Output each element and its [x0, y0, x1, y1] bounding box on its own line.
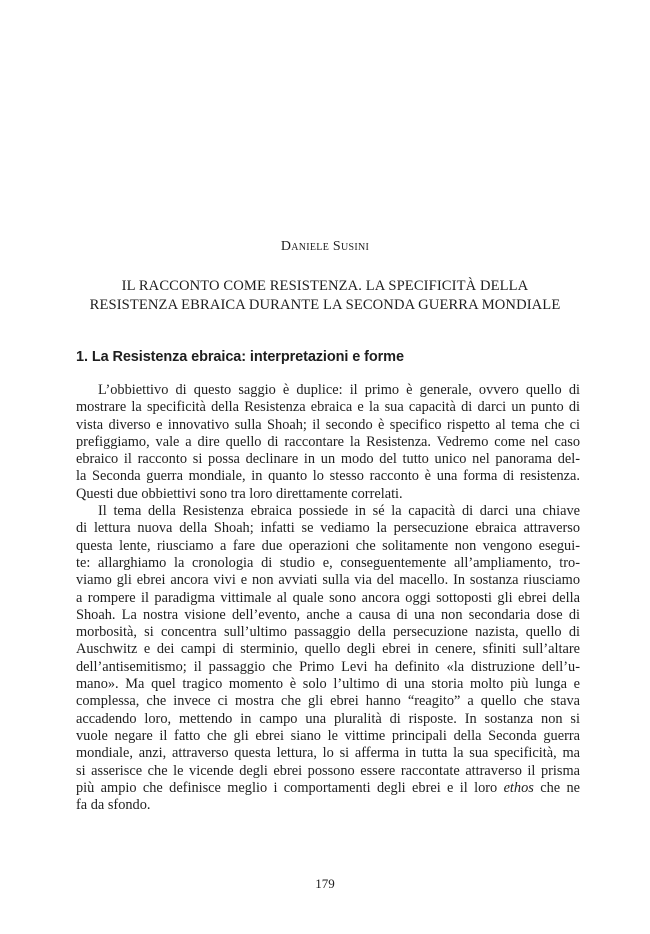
- chapter-title-line-1: IL RACCONTO COME RESISTENZA. LA SPECIFICITÀ DELLA: [121, 278, 529, 294]
- text-after-italic: che ne: [533, 779, 580, 796]
- paragraph-2-line: dell’antisemitismo; il passaggio che Primo Levi ha definito «la distruzione dell’u-: [76, 658, 580, 675]
- paragraph-1-line: vista diverso e innovativo sulla Shoah; il secondo è specifico rispetto al tema che ci: [76, 416, 580, 433]
- author-name: Daniele Susini: [280, 239, 370, 254]
- paragraph-1-line: ebraico il racconto si possa declinare in un modo del tutto unico nel panorama del-: [76, 451, 580, 468]
- paragraph-2-line: te: allarghiamo la cronologia di studio e, conseguentemente all’ampliamento, tro-: [76, 554, 580, 571]
- paragraph-2-line: Auschwitz e dei campi di sterminio, quello degli ebrei in cenere, sfiniti sull’altare: [76, 641, 580, 658]
- paragraph-2-line: a rompere il paradigma vittimale al quale sono ancora oggi sottoposti gli ebrei della: [76, 589, 580, 606]
- section-heading: 1. La Resistenza ebraica: interpretazioni e forme: [76, 349, 404, 365]
- paragraph-1-line: Questi due obbiettivi sono tra loro direttamente correlati.: [76, 485, 403, 502]
- body-text: [76, 382, 580, 814]
- paragraph-1-line: L’obbiettivo di questo saggio è duplice: il primo è generale, ovvero quello di: [98, 382, 580, 398]
- paragraph-2-line: accadendo loro, mettendo in campo una pluralità di risposte. In sostanza non si: [76, 710, 580, 727]
- paragraph-2-line: di lettura nuova della Shoah; infatti se vediamo la persecuzione ebraica attraverso: [76, 520, 580, 537]
- paragraph-2-line: si asserisce che le vicende degli ebrei possono essere raccontate attraverso il prisma: [76, 762, 580, 779]
- paragraph-2-line: Shoah. La nostra visione dell’evento, anche a causa di una non secondaria dose di: [76, 606, 580, 623]
- paragraph-2-line: vuole negare il fatto che gli ebrei siano le vittime principali della Seconda guerra: [76, 727, 580, 744]
- paragraph-2-final-line: fa da sfondo.: [76, 797, 151, 814]
- paragraph-2-line-with-italic: [76, 780, 580, 797]
- paragraph-2-line: viamo gli ebrei ancora vivi e non avviati sulla via del macello. In sostanza riusciamo: [76, 572, 580, 589]
- paragraph-2-line: Il tema della Resistenza ebraica possiede in sé la capacità di darci una chiave: [98, 503, 580, 520]
- chapter-title-line-2: RESISTENZA EBRAICA DURANTE LA SECONDA GUERRA MONDIALE: [89, 297, 561, 313]
- paragraph-1-line: mostrare la specificità della Resistenza ebraica e la sua capacità di darci un punto di: [76, 399, 580, 416]
- paragraph-2-line: mondiale, anzi, attraverso questa lettura, lo si afferma in tutta la sua specificità, ma: [76, 745, 580, 762]
- page-number: 179: [315, 876, 335, 891]
- paragraph-1-line: la Seconda guerra mondiale, in quanto lo stesso racconto è una forma di resistenza.: [76, 468, 580, 485]
- paragraph-2-line: mano». Ma quel tragico momento è solo l’ultimo di una storia molto più lunga e: [76, 676, 580, 693]
- paragraph-2-line: morbosità, si concentra sull’ultimo passaggio della persecuzione nazista, quello di: [76, 624, 580, 641]
- text-before-italic: più ampio che definisce meglio i comportamenti degli ebrei e il loro: [76, 779, 504, 796]
- paragraph-2-line: complessa, che invece ci mostra che gli ebrei hanno “reagito” a quello che stava: [76, 693, 580, 710]
- paragraph-1-line: prefiggiamo, vale a dire quello di raccontare la Resistenza. Vedremo come nel caso: [76, 433, 580, 450]
- chapter-title: [60, 277, 590, 315]
- italic-term: ethos: [503, 779, 534, 796]
- paragraph-2-line: questa lente, riusciamo a fare due operazioni che solitamente non vengono esegui-: [76, 537, 580, 554]
